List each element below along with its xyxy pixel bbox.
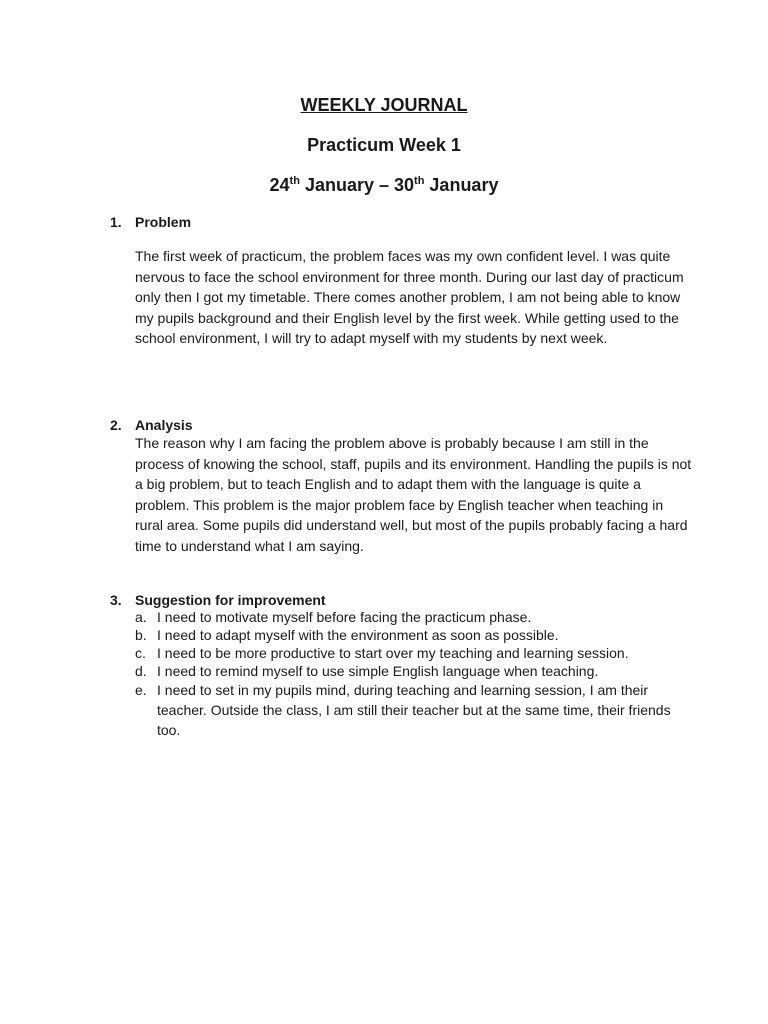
start-day: 24 <box>269 175 290 195</box>
list-item <box>135 644 695 662</box>
list-item-text: I need to be more productive to start over my teaching and learning session. <box>157 645 629 661</box>
list-marker: d. <box>135 663 147 679</box>
list-marker: c. <box>135 645 146 661</box>
list-marker: e. <box>135 682 147 698</box>
suggestion-list <box>135 608 695 740</box>
list-item <box>135 680 695 740</box>
list-marker: a. <box>135 609 147 625</box>
list-item <box>135 626 695 644</box>
section-body-problem: The first week of practicum, the problem faces was my own confident level. I was quite nervous to face the school environment for three month. During our last day of practicum only then I got my timetable. There comes another problem, I am not being able to know my pupils background and their English level by the first week. While getting used to the school environment, I will try to adapt myself with my students by next week. <box>135 248 684 347</box>
section-heading-problem: Problem <box>135 214 192 230</box>
list-item-text: I need to set in my pupils mind, during teaching and learning session, I am their teacher. Outside the class, I am still their teacher but at the same time, their friends too. <box>157 682 671 738</box>
section-number: 1. <box>110 214 122 230</box>
list-item-text: I need to motivate myself before facing the practicum phase. <box>157 609 532 625</box>
list-item-text: I need to remind myself to use simple English language when teaching. <box>157 663 599 679</box>
list-marker: b. <box>135 627 147 643</box>
start-month: January – <box>299 175 394 195</box>
section-body-analysis: The reason why I am facing the problem above is probably because I am still in the process of knowing the school, staff, pupils and its environment. Handling the pupils is not a big problem, but to teach English and to adapt them with the language is quite a problem. This problem is the major problem face by English teacher when teaching in rural area. Some pupils did understand well, but most of the pupils probably facing a hard time to understand what I am saying. <box>135 435 692 554</box>
list-item <box>135 662 695 680</box>
section-heading-analysis: Analysis <box>135 417 193 433</box>
journal-title-text: WEEKLY JOURNAL <box>300 95 468 115</box>
list-item-text: I need to adapt myself with the environment as soon as possible. <box>157 627 559 643</box>
end-day: 30 <box>394 175 415 195</box>
section-heading-suggestion: Suggestion for improvement <box>135 592 326 608</box>
end-day-suffix: th <box>414 175 425 187</box>
section-number: 2. <box>110 417 122 433</box>
journal-dates <box>0 174 768 196</box>
end-month: January <box>424 175 499 195</box>
start-day-suffix: th <box>289 175 300 187</box>
list-item <box>135 608 695 626</box>
section-number: 3. <box>110 592 122 608</box>
journal-title <box>0 94 768 116</box>
journal-subtitle: Practicum Week 1 <box>307 135 461 155</box>
